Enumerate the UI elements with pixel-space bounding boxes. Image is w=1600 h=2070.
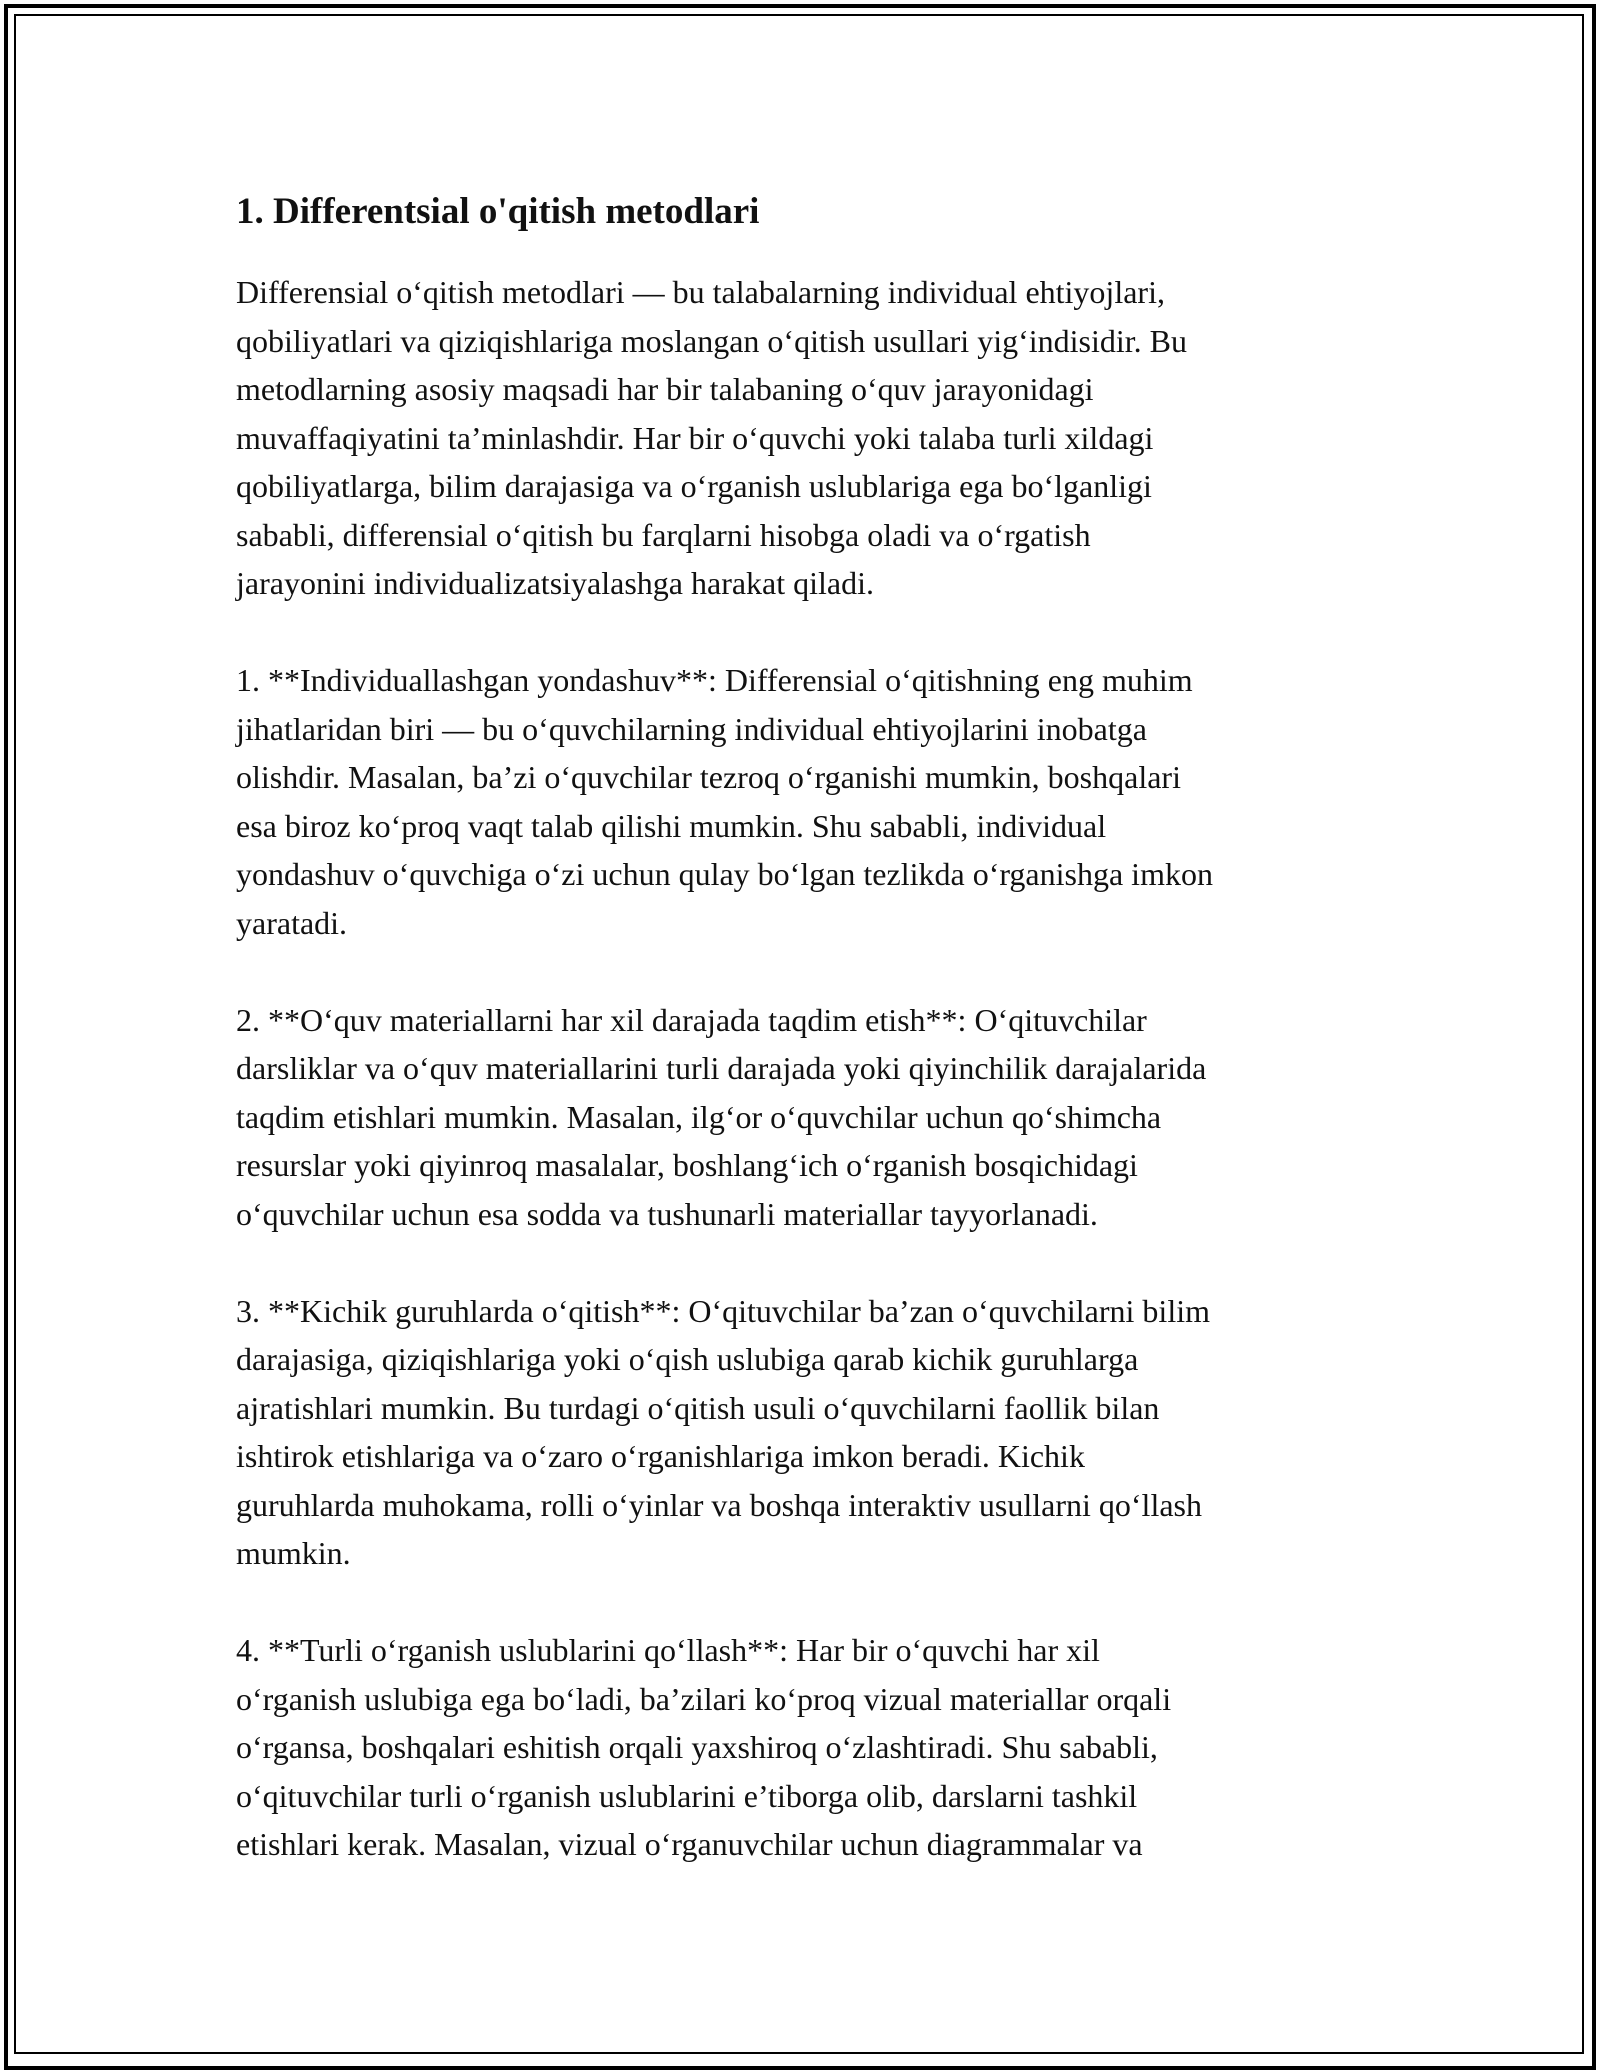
list-item-paragraph: 1. **Individuallashgan yondashuv**: Differensial o‘qitishning eng muhim jihatlaridan biri — bu o‘quvchilarning individual ehtiyojlarini inobatga olishdir. Masalan, ba’zi o‘quvchilar tezroq o‘rganishi mumkin, boshqalari esa biroz ko‘proq vaqt talab qilishi mumkin. Shu sababli, individual yondashuv o‘quvchiga o‘zi uchun qulay bo‘lgan tezlikda o‘rganishga imkon yaratadi. xyxy=(236,662,1213,941)
document-body xyxy=(236,186,1366,1917)
list-item-paragraph: 3. **Kichik guruhlarda o‘qitish**: O‘qituvchilar ba’zan o‘quvchilarni bilim darajasiga, qiziqishlariga yoki o‘qish uslubiga qarab kichik guruhlarga ajratishlari mumkin. Bu turdagi o‘qitish usuli o‘quvchilarni faollik bilan ishtirok etishlariga va o‘zaro o‘rganishlariga imkon beradi. Kichik guruhlarda muhokama, rolli o‘yinlar va boshqa interaktiv usullarni qo‘llash mumkin. xyxy=(236,1292,1210,1571)
intro-paragraph: Differensial o‘qitish metodlari — bu talabalarning individual ehtiyojlari, qobiliyatlari va qiziqishlariga moslangan o‘qitish usullari yig‘indisidir. Bu metodlarning asosiy maqsadi har bir talabaning o‘quv jarayonidagi muvaffaqiyatini ta’minlashdir. Har bir o‘quvchi yoki talaba turli xildagi qobiliyatlarga, bilim darajasiga va o‘rganish uslublariga ega bo‘lganligi sababli, differensial o‘qitish bu farqlarni hisobga oladi va o‘rgatish jarayonini individualizatsiyalashga harakat qiladi. xyxy=(236,274,1187,601)
list-item-paragraph: 2. **O‘quv materiallarni har xil darajada taqdim etish**: O‘qituvchilar darsliklar va o‘quv materiallarini turli darajada yoki qiyinchilik darajalarida taqdim etishlari mumkin. Masalan, ilg‘or o‘quvchilar uchun qo‘shimcha resurslar yoki qiyinroq masalalar, boshlang‘ich o‘rganish bosqichidagi o‘quvchilar uchun esa sodda va tushunarli materiallar tayyorlanadi. xyxy=(236,1001,1207,1232)
list-item-paragraph: 4. **Turli o‘rganish uslublarini qo‘llash**: Har bir o‘quvchi har xil o‘rganish uslubiga ega bo‘ladi, ba’zilari ko‘proq vizual materiallar orqali o‘rgansa, boshqalari eshitish orqali yaxshiroq o‘zlashtiradi. Shu sababli, o‘qituvchilar turli o‘rganish uslublarini e’tiborga olib, darslarni tashkil etishlari kerak. Masalan, vizual o‘rganuvchilar uchun diagrammalar va xyxy=(236,1632,1172,1862)
section-heading: 1. Differentsial o'qitish metodlari xyxy=(236,191,760,232)
